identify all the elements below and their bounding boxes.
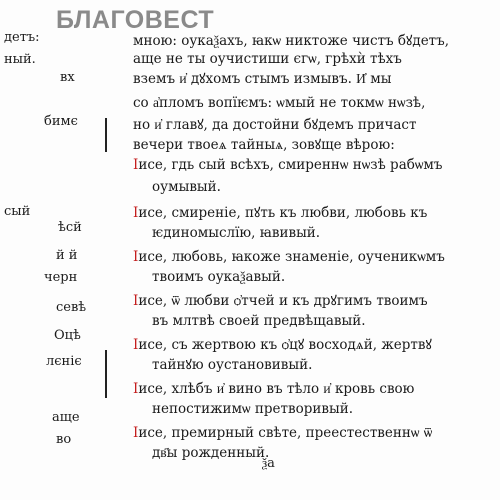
left-fragment: й й bbox=[56, 248, 78, 263]
left-fragment: лєніє bbox=[46, 354, 82, 369]
text-line: Іисе, гдь сый всѣхъ, смиреннѡ нѡзѣ рабѡмъ bbox=[133, 157, 443, 173]
text-line: Іисе, ѿ любви ѻ҆тчей и къ дрꙋгимъ твоимъ bbox=[133, 293, 428, 309]
text-line: тайнꙋю оустановивый. bbox=[152, 357, 313, 373]
text-line: но и҆ главꙋ, да достойни бꙋдемъ причаст bbox=[133, 117, 417, 133]
text-line: дв҃ы рожденный. bbox=[152, 445, 270, 461]
red-initial: І bbox=[133, 157, 139, 173]
left-fragment: сый bbox=[4, 204, 31, 219]
red-initial: І bbox=[133, 293, 139, 309]
left-fragment: черн bbox=[44, 270, 78, 285]
left-fragment: во bbox=[56, 432, 72, 447]
text-line: со а҆пломъ вопїѥмъ: ѡмый не токмѡ нѡзѣ, bbox=[133, 95, 426, 111]
left-fragment: Оцѣ bbox=[54, 328, 81, 343]
left-fragment: ный. bbox=[4, 52, 36, 67]
red-initial: І bbox=[133, 425, 139, 441]
text-line: Іисе, смиреніе, пꙋть къ любви, любовь къ bbox=[133, 205, 428, 221]
left-fragment: вх bbox=[60, 70, 75, 85]
text-line: аще не ты оучистиши єгѡ, грѣхѝ тѣхъ bbox=[133, 51, 402, 67]
page-number: ѯа bbox=[262, 456, 275, 471]
text-line: мною: оукаѯахъ, ꙗкѡ никтоже чистъ бꙋдетъ, bbox=[133, 33, 450, 49]
text-line: Іисе, хлѣбъ и҆ вино въ тѣло и҆ кровь свою bbox=[133, 381, 415, 397]
text-line: оумывый. bbox=[152, 179, 221, 195]
left-fragment: аще bbox=[52, 410, 80, 425]
text-line: Іисе, любовь, ꙗкоже знаменіе, оученикѡмъ bbox=[133, 249, 445, 265]
red-initial: І bbox=[133, 337, 139, 353]
text-line: Іисе, премирный свѣте, преестественнѡ ѿ bbox=[133, 425, 433, 441]
text-line: въ млтвѣ своей предвѣщавый. bbox=[152, 313, 366, 329]
text-line: твоимъ оукаѯавый. bbox=[152, 269, 286, 285]
text-line: вечери твоеѧ тайныѧ, зовꙋще вѣрою: bbox=[133, 137, 395, 153]
text-line: Іисе, съ жертвою къ ѻ҆цꙋ восходѧй, жертвꙋ bbox=[133, 337, 432, 353]
left-fragment: ѣсй bbox=[58, 220, 82, 235]
left-fragment: детъ: bbox=[4, 30, 40, 45]
column-rule bbox=[105, 350, 107, 398]
red-initial: І bbox=[133, 381, 139, 397]
left-fragment: бимє bbox=[44, 114, 78, 129]
red-initial: І bbox=[133, 249, 139, 265]
red-initial: І bbox=[133, 205, 139, 221]
left-page-fragment bbox=[0, 0, 87, 500]
column-rule bbox=[105, 118, 107, 152]
text-line: ѥдиномыслїю, ꙗвивый. bbox=[152, 225, 321, 241]
left-fragment: севѣ bbox=[56, 300, 87, 315]
text-line: вземъ и҆ дꙋхомъ стымъ измывъ. И҆ мы bbox=[133, 71, 392, 87]
text-line: непостижимѡ претворивый. bbox=[152, 401, 353, 417]
watermark-logo: БЛАГОВЕСТ bbox=[56, 6, 215, 34]
